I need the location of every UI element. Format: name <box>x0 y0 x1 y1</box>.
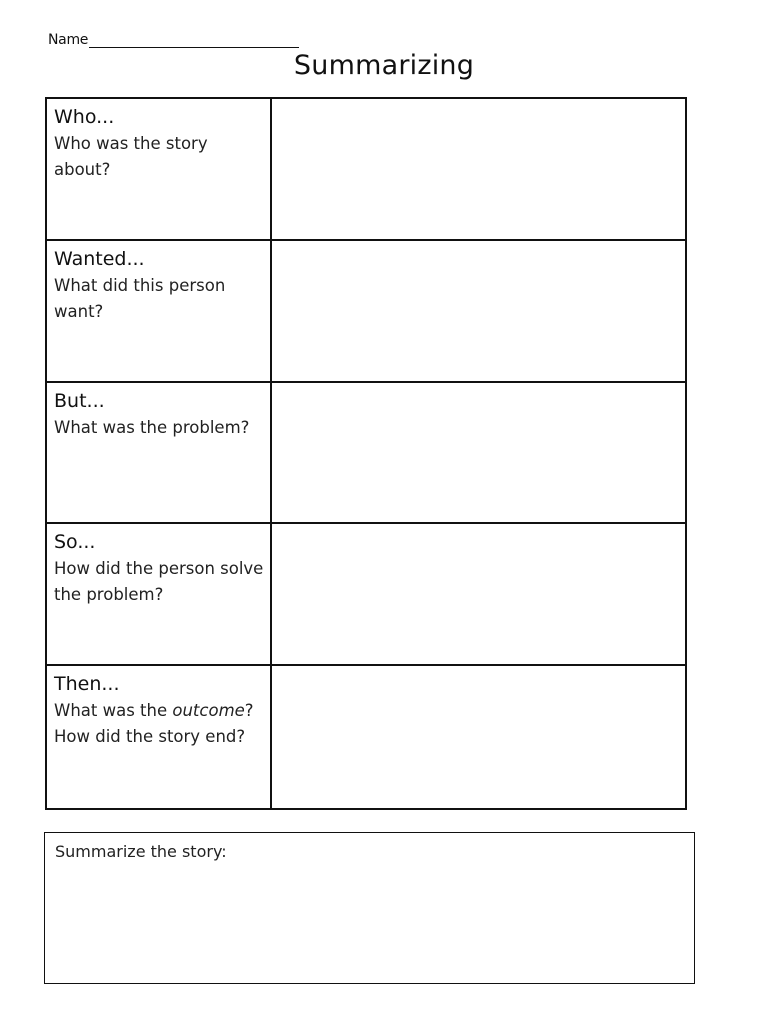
question-emphasis: outcome <box>172 701 245 721</box>
question-text-after: ? How did the story end? <box>54 701 254 747</box>
question-text-before: What was the <box>54 701 173 721</box>
summary-box[interactable] <box>44 832 695 984</box>
row-question <box>54 698 264 750</box>
prompt-cell-then <box>47 666 272 808</box>
row-heading: Who... <box>54 106 115 128</box>
row-question: What did this person want? <box>54 275 226 321</box>
row-question: How did the person solve the problem? <box>54 559 264 605</box>
answer-cell-then[interactable] <box>272 666 685 808</box>
prompt-cell-wanted <box>47 241 272 383</box>
answer-cell-wanted[interactable] <box>272 241 685 383</box>
row-heading: Wanted... <box>54 247 145 270</box>
name-blank-line[interactable] <box>89 33 299 48</box>
answer-cell-so[interactable] <box>272 524 685 666</box>
name-label: Name <box>48 32 89 48</box>
row-heading: But... <box>54 389 105 412</box>
prompt-cell-so <box>47 524 272 666</box>
summary-organizer-table <box>45 97 687 810</box>
row-question: What was the problem? <box>54 417 250 437</box>
answer-cell-but[interactable] <box>272 383 685 525</box>
page-title: Summarizing <box>293 50 475 81</box>
row-question: Who was the story about? <box>54 134 208 179</box>
answer-cell-who[interactable] <box>272 99 685 241</box>
row-heading: Then... <box>54 673 120 696</box>
row-heading: So... <box>54 531 96 554</box>
prompt-cell-who <box>47 99 272 241</box>
prompt-cell-but <box>47 383 272 525</box>
name-field[interactable] <box>48 32 299 48</box>
summary-label: Summarize the story: <box>55 842 227 861</box>
